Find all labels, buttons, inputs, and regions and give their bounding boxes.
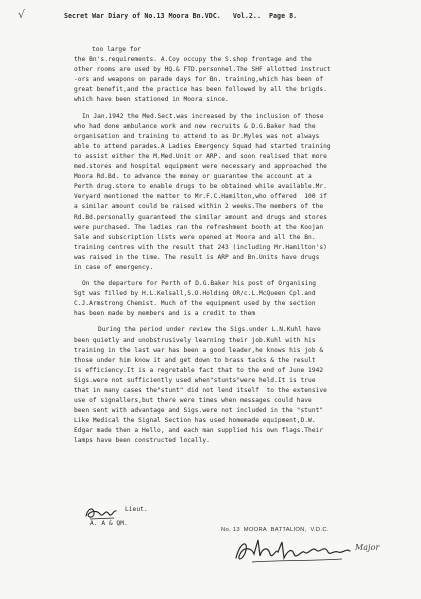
text-line: been sent with advantage and Sigs.were not included in the "stunt"	[74, 407, 324, 415]
text-line: who had done ambulance work and new recruits & D.G.Baker had the	[74, 122, 316, 130]
text-line: able to attend parades.A Ladies Emergency Squad had started training	[74, 142, 331, 150]
text-line: use of signallers,but there were times when messages could have	[74, 397, 312, 405]
text-line: During the period under review the Sigs.under L.N.Kuhl have	[98, 326, 321, 334]
text-line: Veryard mentioned the matter to Mr.F.C.Hamilton,who offered 100 if	[74, 193, 327, 201]
text-line: Moora Rd.Bd. to advance the money or guarantee the account at a	[74, 173, 312, 181]
text-line: Edgar made then a Hello, and each man supplied his own flags.Their	[74, 427, 324, 435]
paragraph-2	[74, 112, 409, 274]
text-line: In Jan.1942 the Med.Sect.was increased by the inclusion of those	[82, 112, 324, 120]
text-line: too large for	[92, 46, 142, 53]
text-line: C.J.Armstrong Chemist. Much of the equipment used by the section	[74, 300, 316, 308]
battalion-stamp: No. 13 MOORA BATTALION, V.D.C.	[221, 527, 329, 533]
paragraph-1-cont	[74, 55, 409, 105]
text-line: has been made by members and is a credit to them	[74, 310, 256, 318]
text-line: that in many cases the"stunt" did not lend itself to the extensive	[74, 387, 327, 394]
signatory-rank: Lieut.	[125, 506, 148, 513]
paragraph-4	[74, 325, 409, 446]
commander-signature	[232, 534, 362, 570]
page-header: Secret War Diary of No.13 Moora Bn.VDC. Vol.2.. Page 8.	[64, 12, 298, 20]
text-line: which have been stationed in Moora since.	[74, 96, 229, 104]
text-line: organisation and training to attend to as Dr.Myles was not always	[74, 132, 320, 140]
text-line: lamps have been constructed locally.	[74, 437, 210, 445]
paragraph-3	[74, 279, 409, 319]
text-line: Like Medical the Signal Section has used homemade equipment,D.W.	[74, 417, 316, 425]
text-line: training centres with the result that 243 (including Mr.Hamilton's)	[74, 243, 327, 251]
text-line: Sale and subscription lists were opened at Moora and all the Bn.	[74, 233, 316, 241]
text-line: other rooms are used by HQ.& FTD.personnel.The SHF allotted instruct	[74, 66, 331, 74]
paragraph-1	[74, 45, 409, 55]
text-line: Sigs.were not sufficiently used when"stunts"were held.It is true	[74, 376, 316, 384]
check-mark: √	[18, 8, 26, 21]
text-line: med.stores and hospital equipment were necessary and approached the	[74, 163, 327, 171]
text-line: been quietly and unobstrusively learning their job.Kuhl with his	[74, 336, 316, 344]
text-line: the Bn's.requirements. A.Coy occupy the S.shop frontage and the	[74, 56, 312, 64]
text-line: On the departure for Perth of D.G.Baker his post of Organising	[82, 280, 317, 288]
text-line: -ors and weapons on parade days for Bn. training,which has been of	[74, 76, 324, 84]
rank-note: Major	[355, 543, 380, 552]
text-line: were purchased. The ladies ran the refreshment booth at the Koojan	[74, 223, 324, 231]
text-line: was raised in the time. The result is ARP and Bn.Units have drugs	[74, 253, 320, 261]
text-line: those under him know it and get down to brass tacks & the result	[74, 356, 316, 364]
diary-body	[74, 45, 409, 447]
text-line: to assist either the M.Med.Unit or ARP. and soon realised that more	[74, 152, 327, 160]
text-line: Perth drug.store to enable drugs to be obtained while available.Mr.	[74, 183, 327, 191]
text-line: is efficiency.It is a regretable fact that to the end of June 1942	[74, 366, 324, 374]
text-line: a similar amount could be raised within 2 weeks.The members of the	[74, 203, 324, 211]
text-line: great benefit,and the practice has been followed by all the brigds.	[74, 86, 327, 94]
text-line: Rd.Bd.personally guaranteed the similar amount and drugs and stores	[74, 213, 327, 221]
text-line: in case of emergency.	[74, 263, 154, 271]
signatory-role: A. A & QM.	[90, 520, 128, 527]
text-line: training in the last war has been a good leader,he knows his job &	[74, 346, 324, 354]
text-line: Sgt was filled by H.L.Kelsall,S.O.Holding OR/c.L.McQueen Cpl.and	[74, 290, 316, 298]
